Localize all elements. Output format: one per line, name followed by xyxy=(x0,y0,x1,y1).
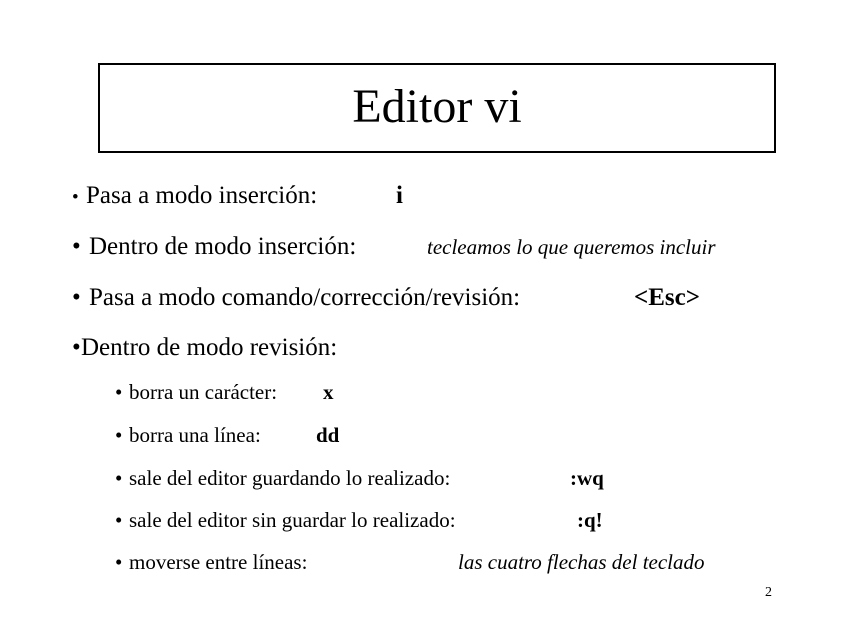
sub-bullet-icon: • xyxy=(115,508,123,532)
subitem-command: :q! xyxy=(577,508,603,532)
subitem-command: :wq xyxy=(570,466,604,490)
subitem-note: las cuatro flechas del teclado xyxy=(458,550,705,574)
subitem-command: x xyxy=(323,380,334,404)
subitem-command: dd xyxy=(316,423,340,447)
item-label: Dentro de modo inserción: xyxy=(89,233,357,260)
sub-bullet-icon: • xyxy=(115,550,123,574)
bullet-icon: • xyxy=(72,233,81,260)
sub-bullet-icon: • xyxy=(115,466,123,490)
item-command: i xyxy=(396,182,403,209)
item-note: tecleamos lo que queremos incluir xyxy=(427,235,716,259)
page-number: 2 xyxy=(765,585,772,600)
subitem-label: borra una línea: xyxy=(129,423,261,447)
slide-title: Editor vi xyxy=(352,80,522,133)
subitem-label: sale del editor guardando lo realizado: xyxy=(129,466,451,490)
item-label: Pasa a modo comando/corrección/revisión: xyxy=(89,284,521,311)
sub-bullet-icon: • xyxy=(115,423,123,447)
bullet-icon: • xyxy=(72,284,81,311)
subitem-label: moverse entre líneas: xyxy=(129,550,308,574)
item-label: Dentro de modo revisión: xyxy=(81,334,338,361)
subitem-label: sale del editor sin guardar lo realizado: xyxy=(129,508,456,532)
sub-bullet-icon: • xyxy=(115,380,123,404)
bullet-icon: • xyxy=(72,187,79,208)
subitem-label: borra un carácter: xyxy=(129,380,278,404)
item-command: <Esc> xyxy=(634,284,700,311)
bullet-icon: • xyxy=(72,334,81,361)
item-label: Pasa a modo inserción: xyxy=(86,182,318,209)
slide-title-box xyxy=(98,63,776,153)
